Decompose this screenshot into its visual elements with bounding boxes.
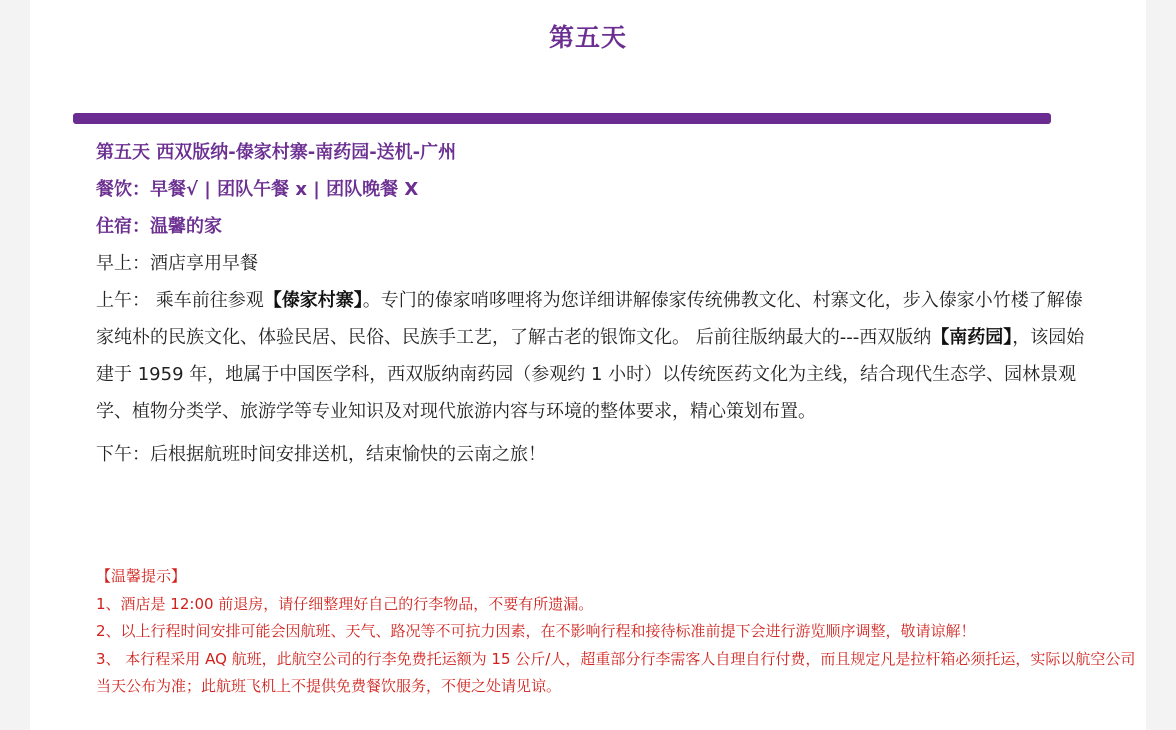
afternoon-schedule: 下午：后根据航班时间安排送机，结束愉快的云南之旅！ [96,444,546,465]
morning-text-2: ，该园始建于 1959 年，地属于中国医学科，西双版纳南药园（参观约 1 小时）以传统医药文化为主线，结合现代生态学、园林景观学、植物分类学、旅游学等专业知识及对现代旅游内容与环境的整体要求，精心策划布置。 [96,327,1085,422]
accommodation-line: 住宿：温馨的家 [96,216,222,237]
dai-village-highlight: 【傣家村寨】 [263,290,363,311]
tip-item: 2、以上行程时间安排可能会因航班、天气、路况等不可抗力因素，在不影响行程和接待标准前提下会进行游览顺序调整，敬请谅解！ [96,622,976,640]
meals-line: 餐饮：早餐√ | 团队午餐 x | 团队晚餐 X [96,179,419,200]
morning-schedule [96,282,1086,430]
route-title: 第五天 西双版纳-傣家村寨-南药园-送机-广州 [96,142,457,163]
warm-tips [96,563,1156,701]
morning-prefix: 上午： 乘车前往参观 [96,290,264,311]
tip-item: 1、酒店是 12:00 前退房，请仔细整理好自己的行李物品，不要有所遗漏。 [96,594,594,613]
morning-text-1: 。专门的傣家哨哆哩将为您详细讲解傣家传统佛教文化、村寨文化，步入傣家小竹楼了解傣家纯朴的民族文化、体验民居、民俗、民族手工艺，了解古老的银饰文化。 后前往版纳最大的---西双版纳 [96,290,1083,348]
tips-header: 【温馨提示】 [96,567,187,585]
tip-item: 3、 本行程采用 AQ 航班，此航空公司的行李免费托运额为 15 公斤/人，超重部分行李需客人自理自行付费，而且规定凡是拉杆箱必须托运，实际以航空公司当天公布为准；此航班飞机上不提供免费餐饮服务，不便之处请见谅。 [96,649,1136,695]
day-heading: 第五天 [548,23,627,52]
section-divider [73,113,1051,124]
early-schedule: 早上：酒店享用早餐 [96,253,258,274]
itinerary-page [30,0,1146,730]
day-content [96,134,1096,473]
medicine-garden-highlight: 【南药园】 [931,327,1013,348]
